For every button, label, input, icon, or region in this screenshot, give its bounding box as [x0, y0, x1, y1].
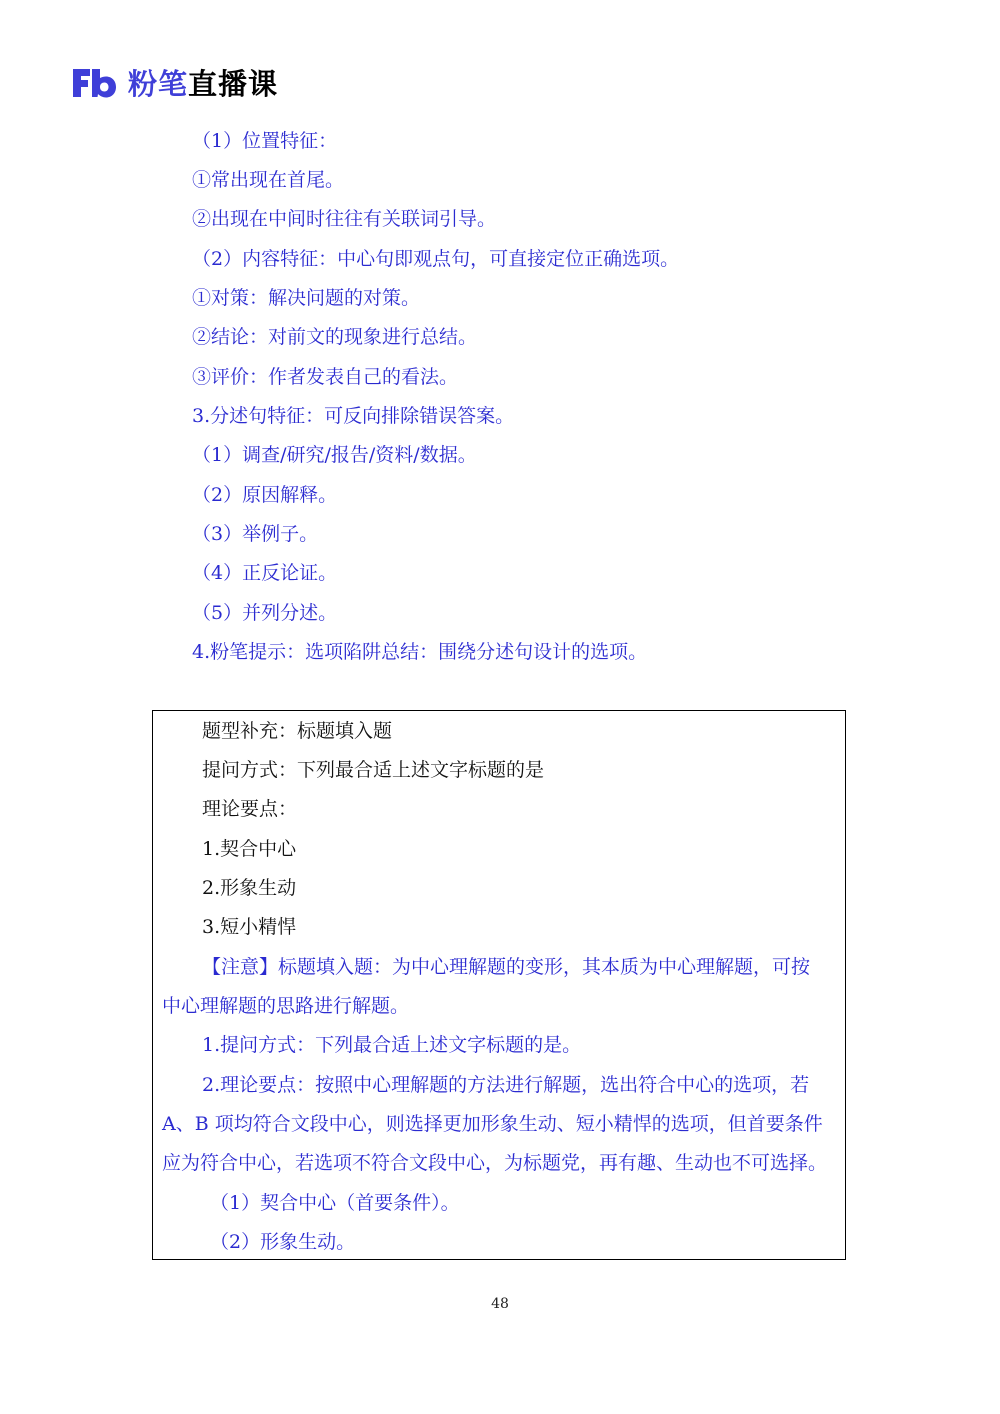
page-number: 48	[491, 1296, 509, 1312]
brand-name-part1: 粉笔	[128, 67, 189, 101]
box-sub-1: （1）契合中心（首要条件）。	[210, 1192, 460, 1214]
detail-item-4: （4）正反论证。	[192, 562, 338, 584]
supplement-box	[152, 710, 846, 1260]
box-ask-line: 1.提问方式：下列最合适上述文字标题的是。	[202, 1034, 582, 1056]
detail-item-2: （2）原因解释。	[192, 484, 338, 506]
content-feature-item-3: ③评价：作者发表自己的看法。	[192, 366, 459, 388]
position-feature-item-2: ②出现在中间时往往有关联词引导。	[192, 208, 497, 230]
box-note-line-2: 中心理解题的思路进行解题。	[162, 995, 410, 1017]
detail-sentence-feature: 3.分述句特征：可反向排除错误答案。	[192, 405, 515, 427]
content-feature-item-1: ①对策：解决问题的对策。	[192, 287, 421, 309]
detail-item-1: （1）调查/研究/报告/资料/数据。	[192, 444, 477, 466]
content-feature-item-2: ②结论：对前文的现象进行总结。	[192, 326, 478, 348]
brand-logo	[70, 62, 278, 103]
position-feature: （1）位置特征：	[192, 130, 338, 152]
box-theory-line-3: 应为符合中心，若选项不符合文段中心，为标题党，再有趣、生动也不可选择。	[162, 1152, 828, 1174]
box-point-3: 3.短小精悍	[202, 916, 297, 938]
box-sub-2: （2）形象生动。	[210, 1231, 356, 1253]
box-theory-line-1: 2.理论要点：按照中心理解题的方法进行解题，选出符合中心的选项，若	[202, 1074, 810, 1096]
position-feature-item-1: ①常出现在首尾。	[192, 169, 345, 191]
fenbi-logo-icon	[70, 65, 118, 101]
content-feature: （2）内容特征：中心句即观点句，可直接定位正确选项。	[192, 248, 680, 270]
box-point-1: 1.契合中心	[202, 838, 297, 860]
box-note-line-1: 【注意】标题填入题：为中心理解题的变形，其本质为中心理解题，可按	[202, 956, 811, 978]
box-theory-title: 理论要点：	[202, 798, 298, 820]
detail-item-3: （3）举例子。	[192, 523, 319, 545]
box-title: 题型补充：标题填入题	[202, 720, 393, 742]
brand-name	[128, 62, 278, 103]
brand-name-part2: 直播课	[188, 67, 279, 101]
box-point-2: 2.形象生动	[202, 877, 297, 899]
box-theory-line-2: A、B 项均符合文段中心，则选择更加形象生动、短小精悍的选项，但首要条件	[162, 1113, 823, 1135]
fenbi-tip: 4.粉笔提示：选项陷阱总结：围绕分述句设计的选项。	[192, 641, 648, 663]
box-ask-way: 提问方式：下列最合适上述文字标题的是	[202, 759, 545, 781]
detail-item-5: （5）并列分述。	[192, 602, 338, 624]
